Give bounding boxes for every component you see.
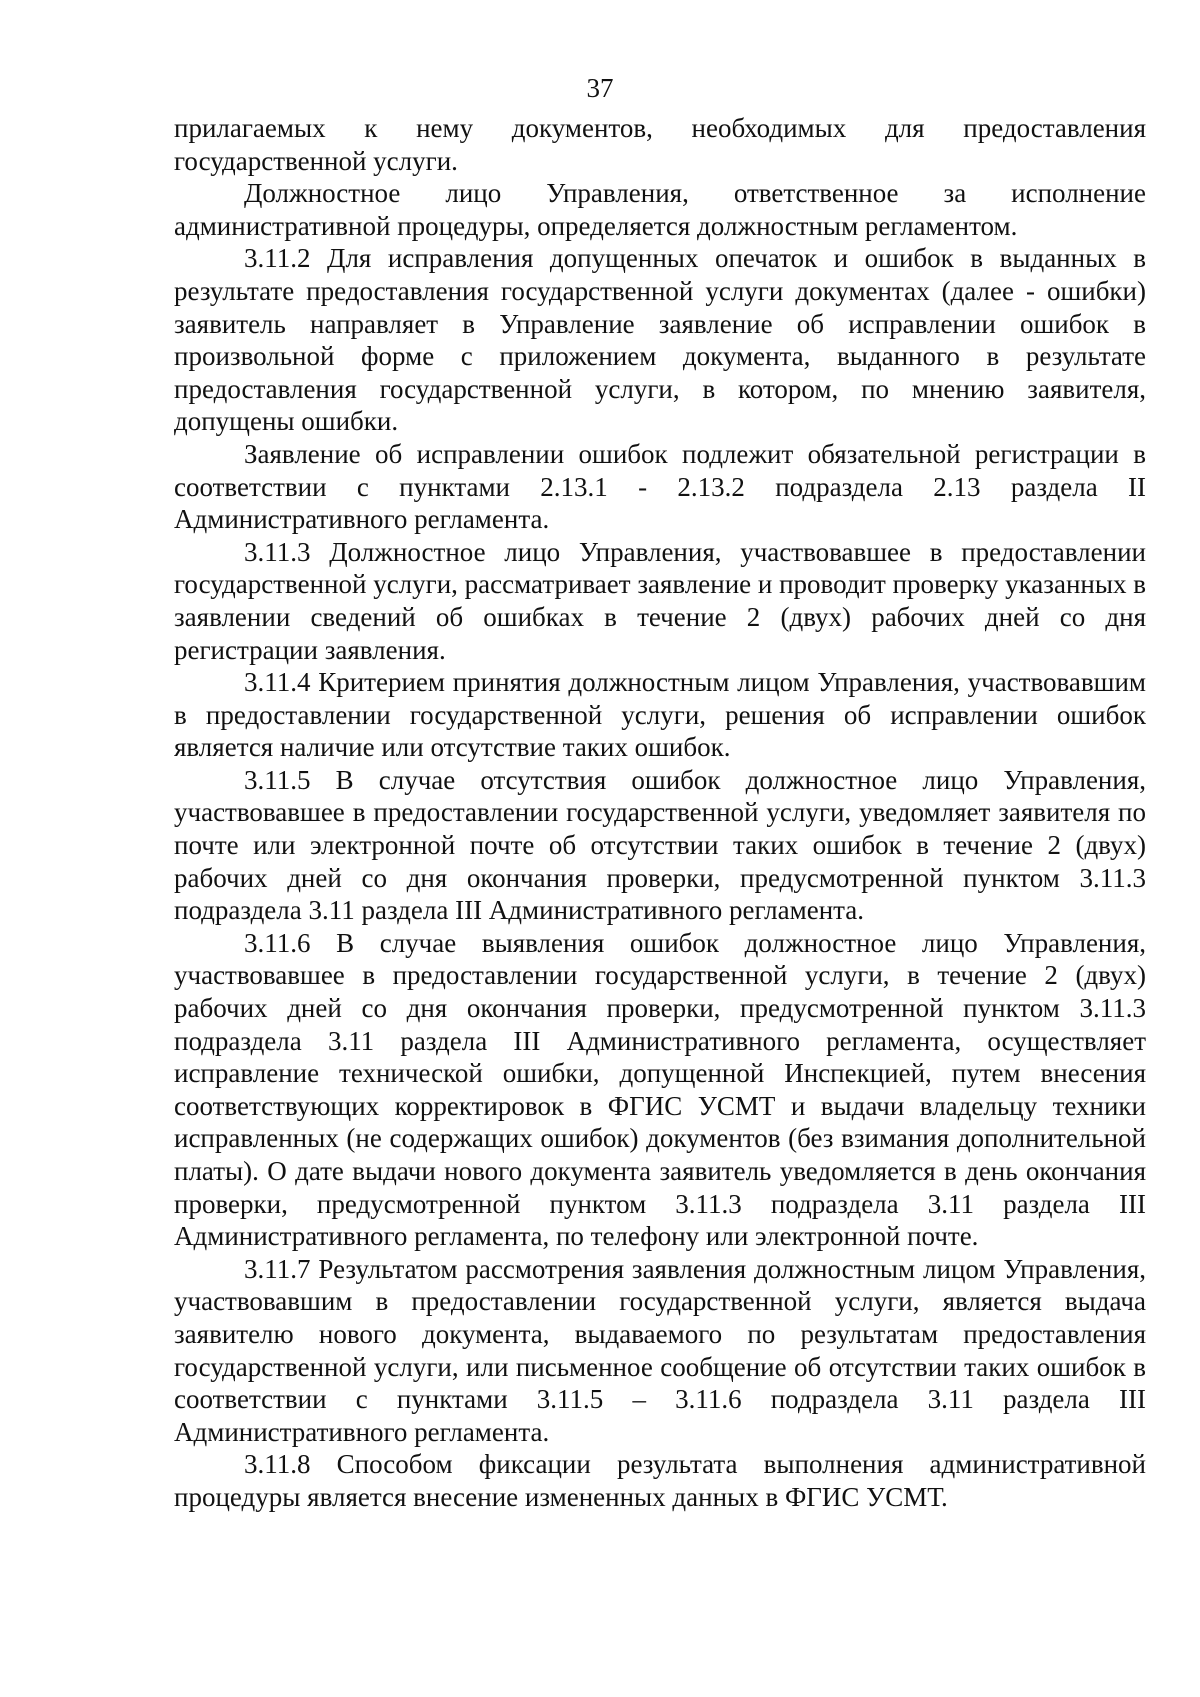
paragraph-3-11-7: 3.11.7 Результатом рассмотрения заявления должностным лицом Управления, участвовавшим в предоставлении государственной услуги, является выдача заявителю нового документа, выдаваемого по результатам предоставления государственной услуги, или письменное сообщение об отсутствии таких ошибок в соответствии с пунктами 3.11.5 – 3.11.6 подраздела 3.11 раздела III Административного регламента. xyxy=(174,1253,1146,1447)
paragraph-responsible-official: Должностное лицо Управления, ответственное за исполнение административной процедуры, определяется должностным регламентом. xyxy=(174,178,1146,241)
paragraph-continuation: прилагаемых к нему документов, необходимых для предоставления государственной услуги. xyxy=(174,113,1146,176)
paragraph-3-11-6: 3.11.6 В случае выявления ошибок должностное лицо Управления, участвовавшее в предоставлении государственной услуги, в течение 2 (двух) рабочих дней со дня окончания проверки, предусмотренной пунктом 3.11.3 подраздела 3.11 раздела III Административного регламента, осуществляет исправление технической ошибки, допущенной Инспекцией, путем внесения соответствующих корректировок в ФГИС УСМТ и выдачи владельцу техники исправленных (не содержащих ошибок) документов (без взимания дополнительной платы). О дате выдачи нового документа заявитель уведомляется в день окончания проверки, предусмотренной пунктом 3.11.3 подраздела 3.11 раздела III Административного регламента, по телефону или электронной почте. xyxy=(174,927,1146,1252)
paragraph-3-11-5: 3.11.5 В случае отсутствия ошибок должностное лицо Управления, участвовавшее в предоставлении государственной услуги, уведомляет заявителя по почте или электронной почте об отсутствии таких ошибок в течение 2 (двух) рабочих дней со дня окончания проверки, предусмотренной пунктом 3.11.3 подраздела 3.11 раздела III Административного регламента. xyxy=(174,764,1146,926)
paragraph-3-11-2: 3.11.2 Для исправления допущенных опечаток и ошибок в выданных в результате предоставления государственной услуги документах (далее - ошибки) заявитель направляет в Управление заявление об исправлении ошибок в произвольной форме с приложением документа, выданного в результате предоставления государственной услуги, в котором, по мнению заявителя, допущены ошибки. xyxy=(174,243,1146,437)
paragraph-3-11-8: 3.11.8 Способом фиксации результата выполнения административной процедуры является внесение измененных данных в ФГИС УСМТ. xyxy=(174,1449,1146,1512)
document-body xyxy=(174,112,1146,1514)
page-number: 37 xyxy=(586,73,614,103)
paragraph-registration: Заявление об исправлении ошибок подлежит обязательной регистрации в соответствии с пунктами 2.13.1 - 2.13.2 подраздела 2.13 раздела II Административного регламента. xyxy=(174,438,1146,535)
paragraph-3-11-4: 3.11.4 Критерием принятия должностным лицом Управления, участвовавшим в предоставлении государственной услуги, решения об исправлении ошибок является наличие или отсутствие таких ошибок. xyxy=(174,667,1146,763)
paragraph-3-11-3: 3.11.3 Должностное лицо Управления, участвовавшее в предоставлении государственной услуги, рассматривает заявление и проводит проверку указанных в заявлении сведений об ошибках в течение 2 (двух) рабочих дней со дня регистрации заявления. xyxy=(174,536,1146,665)
